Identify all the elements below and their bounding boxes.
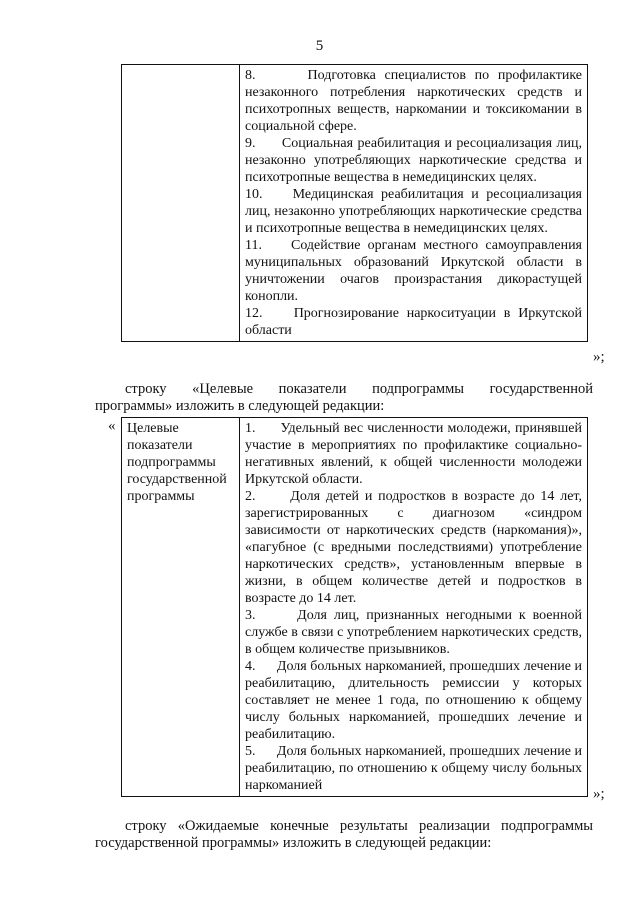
opening-quote-mark: « <box>108 418 116 434</box>
list-item: 1. Удельный вес численности молодежи, принявшей участие в мероприятиях по профилактике социально-негативных явлений, к общей численности молодежи Иркутской области. <box>245 421 582 487</box>
list-item: 4. Доля больных наркоманией, прошедших лечение и реабилитацию, длительность ремиссии у которых составляет не менее 1 года, по отношению к общему числу больных наркоманией, прошедших лечение и реабилитацию. <box>245 659 582 742</box>
paragraph-line: строку «Ожидаемые конечные результаты реализации подпрограммы <box>125 818 593 834</box>
paragraph-line: строку «Целевые показатели подпрограммы государственной <box>125 381 593 397</box>
list-item: 10. Медицинская реабилитация и ресоциализация лиц, незаконно употребляющих наркотические средства и психотропные вещества в немедицинских целях. <box>245 187 582 236</box>
paragraph-line: программы» изложить в следующей редакции: <box>95 398 385 414</box>
list-item: 3. Доля лиц, признанных негодными к военной службе в связи с употреблением наркотических средств, в общем количестве призывников. <box>245 608 582 657</box>
list-item: 11. Содействие органам местного самоуправления муниципальных образований Иркутской области в уничтожении очагов произрастания дикорастущей конопли. <box>245 238 582 304</box>
table-label-cell <box>122 65 240 342</box>
closing-quote-mark: »; <box>593 349 605 365</box>
list-item: 2. Доля детей и подростков в возрасте до 14 лет, зарегистрированных с диагнозом «синдром зависимости от наркотических средств (наркомания)», «пагубное (с вредными последствиями) употребление наркотических средств», установленным впервые в жизни, в общем количестве детей и подростков в возрасте до 14 лет. <box>245 489 582 606</box>
table-content-cell <box>240 65 588 342</box>
closing-quote-mark: »; <box>593 786 605 802</box>
table-row <box>122 418 588 797</box>
program-table-continued <box>121 64 588 342</box>
page-number: 5 <box>315 38 324 54</box>
amendment-paragraph <box>95 381 593 415</box>
list-item: 5. Доля больных наркоманией, прошедших лечение и реабилитацию, по отношению к общему числу больных наркоманией <box>245 744 582 793</box>
table-content-cell <box>240 418 588 797</box>
paragraph-line: государственной программы» изложить в следующей редакции: <box>95 835 492 851</box>
list-item: 8. Подготовка специалистов по профилактике незаконного потребления наркотических средств и психотропных веществ, наркомании и токсикомании в социальной сфере. <box>245 68 582 134</box>
list-item: 9. Социальная реабилитация и ресоциализация лиц, незаконно употребляющих наркотические средства и психотропные вещества в немедицинских целях. <box>245 136 582 185</box>
indicators-table <box>121 417 588 797</box>
amendment-paragraph <box>95 818 593 852</box>
table-label-cell: Целевые показатели подпрограммы государственной программы <box>122 418 240 797</box>
table-row <box>122 65 588 342</box>
list-item: 12. Прогнозирование наркоситуации в Иркутской области <box>245 306 582 338</box>
